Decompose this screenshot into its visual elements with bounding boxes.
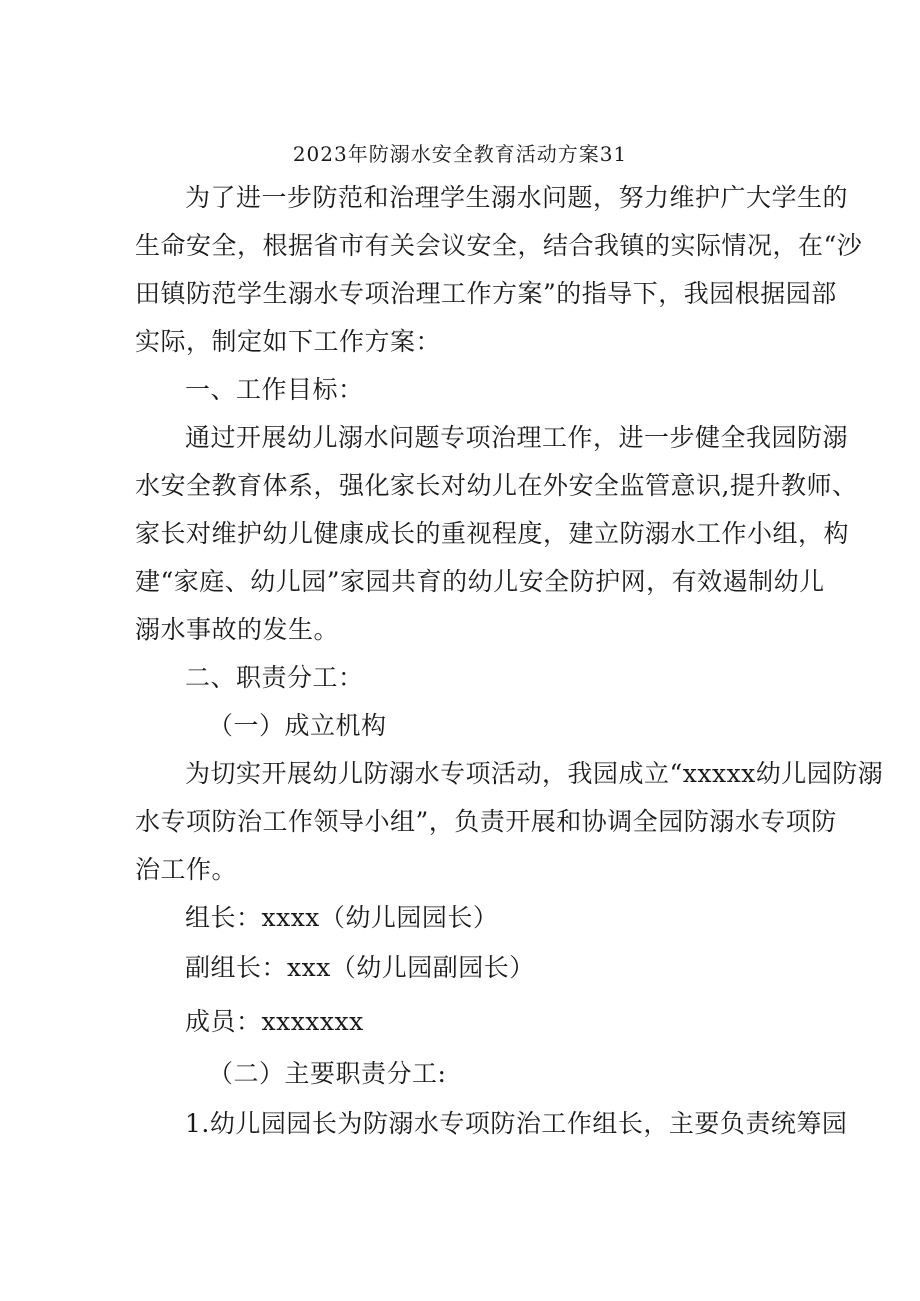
paragraph-line: 治工作。	[135, 855, 238, 884]
paragraph-line: 为切实开展幼儿防溺水专项活动，我园成立“xxxxx幼儿园防溺	[185, 759, 884, 788]
member-line: 副组长：xxx（幼儿园副园长）	[185, 953, 535, 982]
section-heading: 二、职责分工：	[185, 663, 364, 692]
subsection-heading: （一）成立机构	[208, 711, 387, 740]
paragraph-line: 1.幼儿园园长为防溺水专项防治工作组长，主要负责统筹园	[185, 1109, 848, 1138]
member-line: 组长：xxxx（幼儿园园长）	[185, 903, 499, 932]
paragraph-line: 建“家庭、幼儿园”家园共育的幼儿安全防护网，有效遏制幼儿	[135, 567, 825, 596]
paragraph-line: 生命安全，根据省市有关会议安全，结合我镇的实际情况，在“沙	[135, 231, 863, 260]
document-title: 2023年防溺水安全教育活动方案31	[292, 142, 628, 166]
subsection-heading: （二）主要职责分工:	[208, 1059, 447, 1088]
paragraph-line: 通过开展幼儿溺水问题专项治理工作，进一步健全我园防溺	[185, 423, 849, 452]
paragraph-line: 水专项防治工作领导小组”，负责开展和协调全园防溺水专项防	[135, 807, 837, 836]
section-heading: 一、工作目标：	[185, 375, 364, 404]
paragraph-line: 家长对维护幼儿健康成长的重视程度，建立防溺水工作小组，构	[135, 519, 850, 548]
member-line: 成员：xxxxxxx	[185, 1007, 364, 1036]
paragraph-line: 田镇防范学生溺水专项治理工作方案”的指导下，我园根据园部	[135, 279, 837, 308]
paragraph-line: 水安全教育体系，强化家长对幼儿在外安全监管意识,提升教师、	[135, 471, 858, 500]
paragraph-line: 溺水事故的发生。	[135, 615, 340, 644]
paragraph-line: 实际，制定如下工作方案：	[135, 327, 442, 356]
paragraph-line: 为了进一步防范和治理学生溺水问题，努力维护广大学生的	[185, 183, 849, 212]
